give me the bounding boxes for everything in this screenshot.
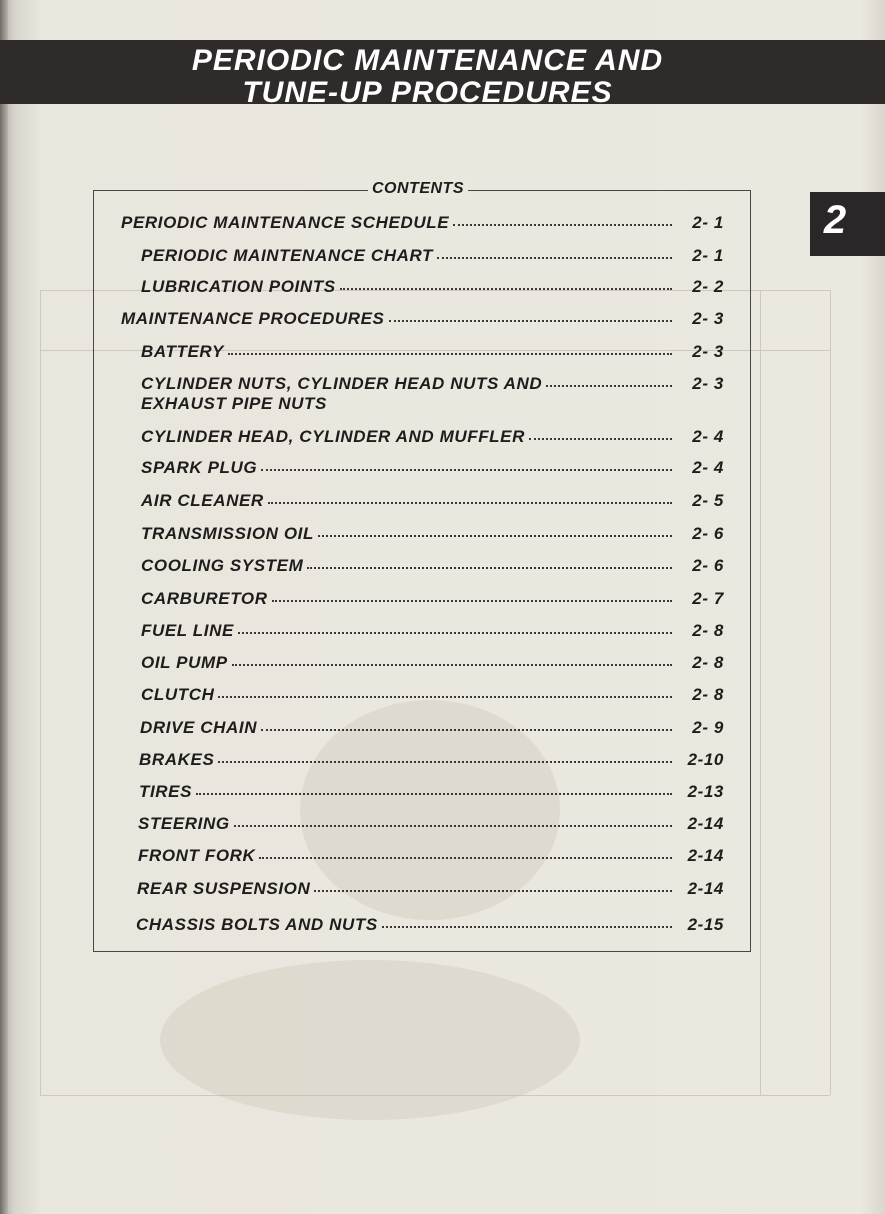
toc-leader [218, 694, 672, 698]
toc-label: FRONT FORK [138, 846, 256, 865]
toc-entry[interactable] [138, 846, 724, 866]
toc-leader [546, 383, 672, 387]
toc-page-number: 2- 2 [692, 277, 724, 296]
toc-entry[interactable] [138, 814, 724, 834]
toc-page-number: 2- 7 [692, 589, 724, 608]
toc-entry[interactable] [141, 374, 724, 414]
toc-entry[interactable] [121, 309, 724, 329]
toc-label: OIL PUMP [141, 653, 228, 672]
toc-leader [259, 855, 672, 859]
toc-leader [318, 533, 672, 537]
toc-leader [218, 759, 672, 763]
toc-leader [268, 500, 672, 504]
toc-label: SPARK PLUG [141, 458, 258, 477]
toc-entry[interactable] [141, 427, 724, 447]
toc-label: TIRES [139, 782, 193, 801]
toc-page-number: 2-10 [687, 750, 724, 769]
toc-page-number: 2- 6 [692, 524, 724, 543]
toc-leader [453, 222, 672, 226]
page-stain [160, 960, 580, 1120]
chapter-tab [810, 192, 885, 256]
toc-entry[interactable] [141, 556, 724, 576]
toc-entry[interactable] [136, 915, 724, 935]
toc-label: BATTERY [141, 342, 224, 361]
toc-leader [238, 630, 672, 634]
toc-entry[interactable] [141, 246, 724, 266]
toc-leader [232, 662, 672, 666]
toc-page-number: 2-13 [687, 782, 724, 801]
chapter-number: 2 [823, 198, 847, 242]
toc-page-number: 2- 3 [692, 342, 724, 361]
toc-label: PERIODIC MAINTENANCE SCHEDULE [121, 213, 450, 232]
toc-label: REAR SUSPENSION [137, 879, 311, 898]
toc-label: CYLINDER HEAD, CYLINDER AND MUFFLER [141, 427, 525, 446]
toc-page-number: 2- 6 [692, 556, 724, 575]
toc-label: TRANSMISSION OIL [141, 524, 314, 543]
toc-page-number: 2- 5 [692, 491, 724, 510]
toc-entry[interactable] [141, 491, 724, 511]
toc-label: CLUTCH [141, 685, 215, 704]
toc-page-number: 2- 8 [692, 685, 724, 704]
toc-leader [437, 255, 672, 259]
binding-edge [0, 0, 8, 1214]
toc-leader [529, 436, 672, 440]
toc-page-number: 2- 1 [692, 246, 724, 265]
toc-leader [307, 565, 672, 569]
toc-label-line1: CYLINDER NUTS, CYLINDER HEAD NUTS AND [141, 374, 543, 393]
toc-label-line2: EXHAUST PIPE NUTS [141, 394, 327, 413]
toc-page-number: 2- 3 [692, 374, 724, 393]
toc-entry[interactable] [141, 685, 724, 705]
bleed-through-rule [830, 290, 831, 1095]
toc-leader [228, 351, 672, 355]
bleed-through-rule [760, 290, 761, 1095]
toc-label: CARBURETOR [141, 589, 268, 608]
toc-entry[interactable] [139, 750, 724, 770]
toc-entry[interactable] [141, 458, 724, 478]
toc-label: MAINTENANCE PROCEDURES [121, 309, 385, 328]
toc-entry[interactable] [141, 524, 724, 544]
toc-entry[interactable] [121, 213, 724, 233]
toc-leader [234, 823, 672, 827]
toc-page-number: 2-14 [687, 814, 724, 833]
toc-label-multiline [141, 374, 542, 414]
toc-label: STEERING [138, 814, 230, 833]
toc-page-number: 2- 3 [692, 309, 724, 328]
toc-label: PERIODIC MAINTENANCE CHART [141, 246, 434, 265]
toc-label: BRAKES [139, 750, 215, 769]
toc-page-number: 2- 9 [692, 718, 724, 737]
toc-leader [272, 598, 672, 602]
toc-entry[interactable] [141, 621, 724, 641]
toc-label: LUBRICATION POINTS [141, 277, 336, 296]
toc-label: CHASSIS BOLTS AND NUTS [136, 915, 378, 934]
toc-leader [261, 727, 672, 731]
toc-leader [261, 467, 672, 471]
toc-page-number: 2- 4 [692, 458, 724, 477]
toc-entry[interactable] [140, 718, 724, 738]
toc-leader [382, 924, 672, 928]
toc-entry[interactable] [141, 589, 724, 609]
toc-page-number: 2- 4 [692, 427, 724, 446]
toc-label: COOLING SYSTEM [141, 556, 304, 575]
contents-heading: CONTENTS [368, 180, 468, 198]
toc-leader [340, 286, 672, 290]
toc-page-number: 2- 8 [692, 653, 724, 672]
toc-label: DRIVE CHAIN [140, 718, 258, 737]
toc-label: FUEL LINE [141, 621, 234, 640]
toc-page-number: 2- 8 [692, 621, 724, 640]
page-title-line2: TUNE-UP PROCEDURES [242, 76, 613, 109]
toc-leader [314, 888, 672, 892]
toc-leader [389, 318, 673, 322]
toc-page-number: 2- 1 [692, 213, 724, 232]
page-title-line1: PERIODIC MAINTENANCE AND [191, 44, 664, 77]
toc-page-number: 2-14 [687, 846, 724, 865]
toc-entry[interactable] [141, 342, 724, 362]
toc-label: AIR CLEANER [141, 491, 264, 510]
toc-entry[interactable] [141, 277, 724, 297]
toc-page-number: 2-14 [687, 879, 724, 898]
toc-entry[interactable] [139, 782, 724, 802]
toc-leader [196, 791, 672, 795]
bleed-through-rule [40, 290, 41, 1095]
toc-page-number: 2-15 [687, 915, 724, 934]
toc-entry[interactable] [137, 879, 724, 899]
toc-entry[interactable] [141, 653, 724, 673]
